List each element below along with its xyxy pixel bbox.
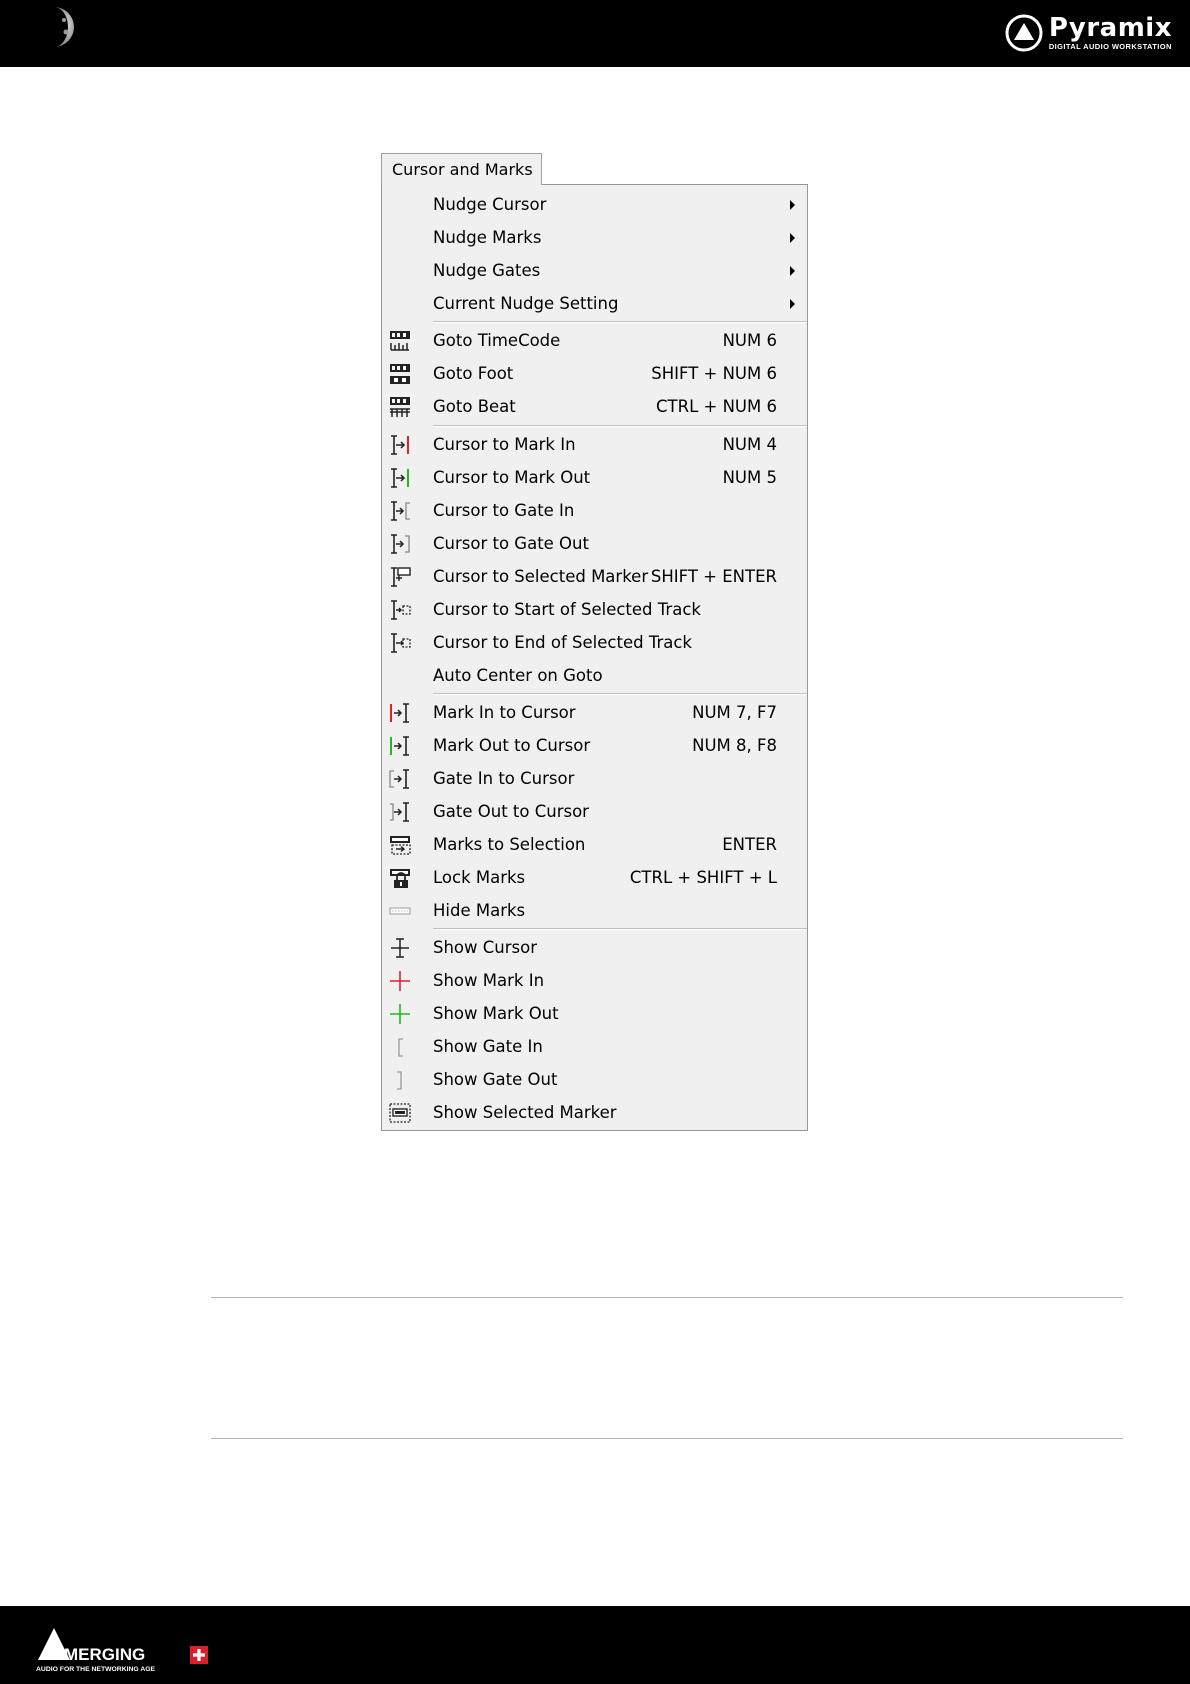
brand-name: Pyramix [1048, 13, 1172, 44]
menu-item-label: Hide Marks [433, 901, 526, 920]
menu-item-auto-center-on-goto[interactable] [382, 659, 807, 692]
footer-brand-tagline: AUDIO FOR THE NETWORKING AGE [36, 1666, 156, 1673]
cursor-to-mark-out-icon [388, 466, 412, 490]
menu-item-label: Cursor to Mark In [433, 435, 576, 454]
cursor-to-selected-marker-icon [388, 565, 412, 589]
menu-item-label: Show Mark Out [433, 1004, 559, 1023]
mark-in-to-cursor-icon [388, 701, 412, 725]
menu-item-label: Mark Out to Cursor [433, 736, 591, 755]
menu-item-label: Show Selected Marker [433, 1103, 617, 1122]
menu-item-label: Show Gate In [433, 1037, 543, 1056]
marks-to-selection-icon [388, 833, 412, 857]
menu-item-nudge-gates[interactable] [382, 254, 807, 287]
menu-item-show-cursor[interactable] [382, 931, 807, 964]
merging-logo [34, 1624, 224, 1674]
menu-item-show-mark-out[interactable] [382, 997, 807, 1030]
mark-out-to-cursor-icon [388, 734, 412, 758]
menu-item-current-nudge-setting[interactable] [382, 287, 807, 320]
menu-item-mark-out-to-cursor[interactable] [382, 729, 807, 762]
menu-item-nudge-marks[interactable] [382, 221, 807, 254]
menu-item-label: Nudge Gates [433, 261, 541, 280]
show-mark-out-icon [388, 1002, 412, 1026]
menu-item-nudge-cursor[interactable] [382, 188, 807, 221]
menu-item-shortcut: NUM 5 [722, 468, 777, 487]
header-bar [0, 0, 1190, 67]
horizontal-rule [211, 1297, 1123, 1298]
show-selected-marker-icon [388, 1101, 412, 1125]
menu-item-shortcut: NUM 8, F8 [692, 736, 777, 755]
menu-item-label: Cursor to Start of Selected Track [433, 600, 701, 619]
brand-tagline: DIGITAL AUDIO WORKSTATION [1048, 42, 1172, 52]
submenu-arrow-icon [790, 266, 795, 276]
menu-item-cursor-to-end-of-selected-track[interactable] [382, 626, 807, 659]
show-cursor-icon [388, 936, 412, 960]
hide-marks-icon [388, 899, 412, 923]
menu-item-shortcut: NUM 7, F7 [692, 703, 777, 722]
menu-item-label: Show Mark In [433, 971, 545, 990]
menu-item-marks-to-selection[interactable] [382, 828, 807, 861]
menu-item-label: Cursor to Selected Marker [433, 567, 649, 586]
menu-item-label: Gate In to Cursor [433, 769, 575, 788]
lock-marks-icon [388, 866, 412, 890]
menu-item-label: Cursor to End of Selected Track [433, 633, 692, 652]
menu-title-cursor-and-marks[interactable]: Cursor and Marks [381, 153, 542, 185]
cursor-and-marks-menu [381, 184, 808, 1131]
menu-item-label: Marks to Selection [433, 835, 586, 854]
cursor-to-track-start-icon [388, 598, 412, 622]
cursor-to-gate-in-icon [388, 499, 412, 523]
footer-bar [0, 1606, 1190, 1684]
submenu-arrow-icon [790, 200, 795, 210]
menu-item-shortcut: SHIFT + NUM 6 [651, 364, 777, 383]
menu-item-cursor-to-gate-in[interactable] [382, 494, 807, 527]
menu-item-goto-foot[interactable] [382, 357, 807, 390]
menu-separator [433, 693, 807, 695]
menu-item-shortcut: SHIFT + ENTER [650, 567, 777, 586]
menu-item-cursor-to-gate-out[interactable] [382, 527, 807, 560]
menu-separator [433, 425, 807, 427]
menu-item-label: Mark In to Cursor [433, 703, 576, 722]
moon-icon [44, 6, 74, 48]
menu-item-hide-marks[interactable] [382, 894, 807, 927]
menu-item-label: Cursor to Gate In [433, 501, 575, 520]
menu-item-label: Cursor to Gate Out [433, 534, 589, 553]
menu-item-shortcut: NUM 6 [722, 331, 777, 350]
menu-item-show-gate-in[interactable] [382, 1030, 807, 1063]
cursor-to-gate-out-icon [388, 532, 412, 556]
menu-item-cursor-to-start-of-selected-track[interactable] [382, 593, 807, 626]
menu-item-shortcut: CTRL + NUM 6 [656, 397, 777, 416]
pyramix-logo [1005, 11, 1172, 55]
menu-item-cursor-to-mark-in[interactable] [382, 428, 807, 461]
submenu-arrow-icon [790, 299, 795, 309]
menu-item-label: Lock Marks [433, 868, 526, 887]
menu-item-label: Auto Center on Goto [433, 666, 603, 685]
menu-item-label: Nudge Cursor [433, 195, 547, 214]
menu-item-shortcut: ENTER [722, 835, 777, 854]
menu-separator [433, 321, 807, 323]
menu-item-label: Show Gate Out [433, 1070, 558, 1089]
menu-item-goto-timecode[interactable] [382, 324, 807, 357]
show-gate-in-icon [388, 1035, 412, 1059]
goto-beat-icon [388, 395, 412, 419]
menu-item-label: Goto Beat [433, 397, 516, 416]
menu-item-shortcut: CTRL + SHIFT + L [629, 868, 777, 887]
show-mark-in-icon [388, 969, 412, 993]
menu-item-label: Goto Foot [433, 364, 514, 383]
menu-item-label: Current Nudge Setting [433, 294, 619, 313]
submenu-arrow-icon [790, 233, 795, 243]
menu-separator [433, 928, 807, 930]
menu-item-label: Show Cursor [433, 938, 538, 957]
menu-item-show-mark-in[interactable] [382, 964, 807, 997]
menu-item-cursor-to-mark-out[interactable] [382, 461, 807, 494]
gate-out-to-cursor-icon [388, 800, 412, 824]
cursor-to-mark-in-icon [388, 433, 412, 457]
goto-timecode-icon [388, 329, 412, 353]
menu-item-show-selected-marker[interactable] [382, 1096, 807, 1129]
menu-item-goto-beat[interactable] [382, 390, 807, 423]
gate-in-to-cursor-icon [388, 767, 412, 791]
cursor-to-track-end-icon [388, 631, 412, 655]
menu-item-show-gate-out[interactable] [382, 1063, 807, 1096]
menu-item-lock-marks[interactable] [382, 861, 807, 894]
menu-item-gate-in-to-cursor[interactable] [382, 762, 807, 795]
pyramix-triangle-icon [1005, 14, 1043, 52]
horizontal-rule [211, 1438, 1123, 1439]
menu-item-mark-in-to-cursor[interactable] [382, 696, 807, 729]
menu-item-label: Cursor to Mark Out [433, 468, 591, 487]
goto-foot-icon [388, 362, 412, 386]
menu-item-gate-out-to-cursor[interactable] [382, 795, 807, 828]
menu-item-cursor-to-selected-marker[interactable] [382, 560, 807, 593]
menu-item-label: Nudge Marks [433, 228, 542, 247]
footer-brand-name: MERGING [64, 1645, 146, 1664]
menu-item-label: Gate Out to Cursor [433, 802, 589, 821]
show-gate-out-icon [388, 1068, 412, 1092]
menu-item-shortcut: NUM 4 [722, 435, 777, 454]
menu-item-label: Goto TimeCode [433, 331, 561, 350]
